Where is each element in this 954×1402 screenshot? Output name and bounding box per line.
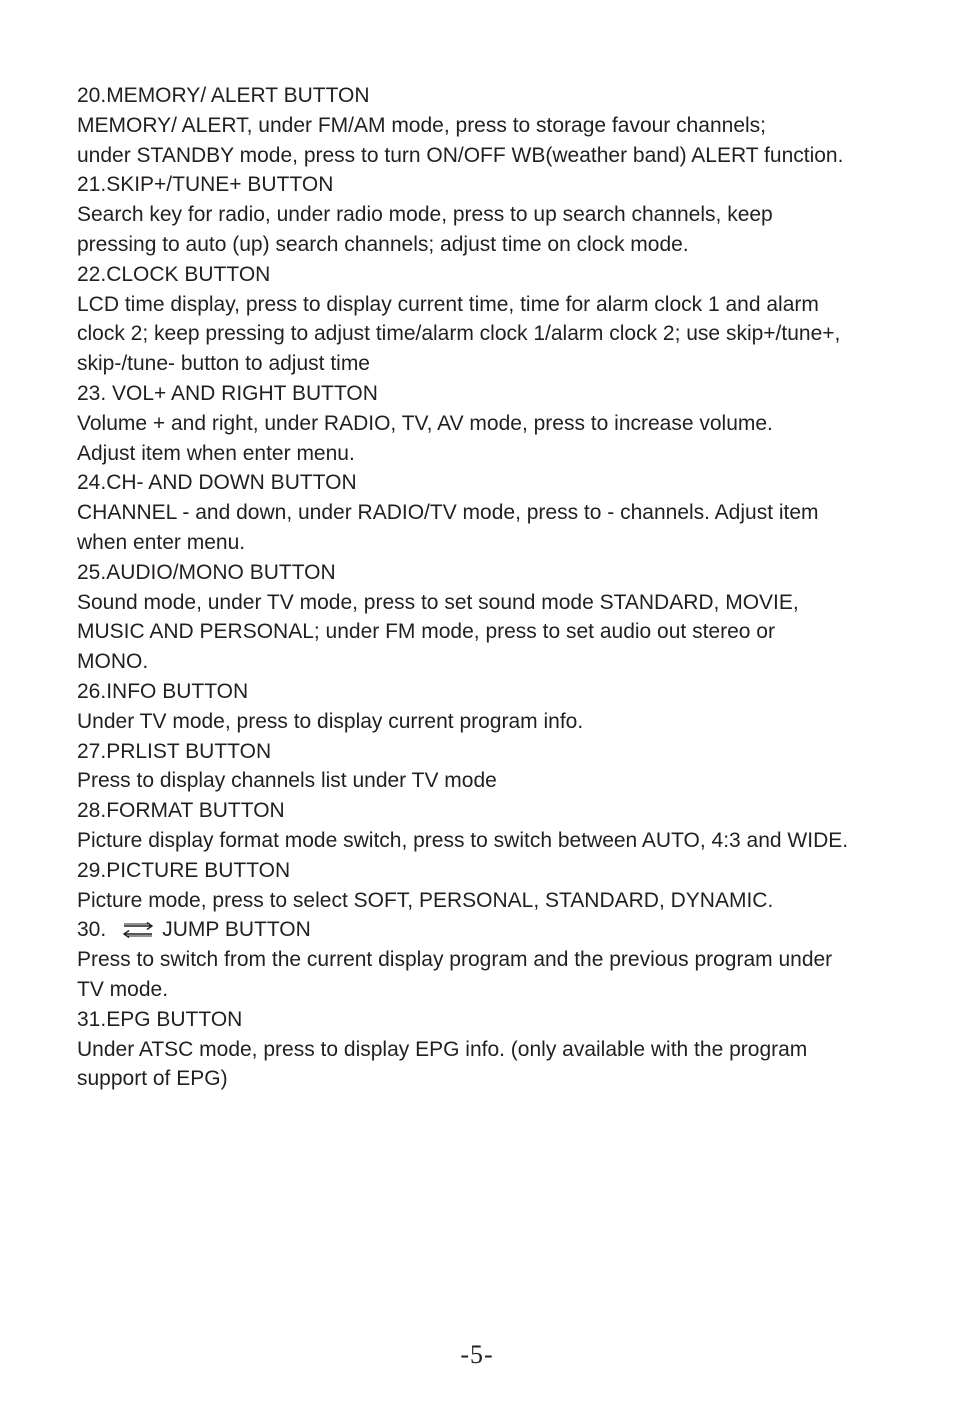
section-heading: 31.EPG BUTTON [77,1007,243,1031]
section-heading [77,915,937,945]
section [77,677,937,737]
description-line: Under TV mode, press to display current program info. [77,709,584,733]
section [77,558,937,677]
section-heading-text: JUMP BUTTON [162,918,311,942]
description-line: Sound mode, under TV mode, press to set sound mode STANDARD, MOVIE, [77,590,799,614]
description-line: support of EPG) [77,1067,228,1091]
description-line: Under ATSC mode, press to display EPG info. (only available with the program [77,1037,808,1061]
section-heading: 22.CLOCK BUTTON [77,262,271,286]
section [77,170,937,259]
section-epg-button [77,1005,937,1094]
section-heading: 28.FORMAT BUTTON [77,799,285,823]
manual-body [77,81,937,1094]
section-number: 30. [77,918,107,942]
description-line: clock 2; keep pressing to adjust time/alarm clock 1/alarm clock 2; use skip+/tune+, [77,322,841,346]
description-line: Picture display format mode switch, press to switch between AUTO, 4:3 and WIDE. [77,828,849,852]
section-heading: 24.CH- AND DOWN BUTTON [77,471,357,495]
jump-arrows-icon [120,921,156,939]
section-heading: 23. VOL+ AND RIGHT BUTTON [77,381,378,405]
section-heading: 20.MEMORY/ ALERT BUTTON [77,84,370,107]
description-line: Search key for radio, under radio mode, press to up search channels, keep [77,203,773,227]
section-heading: 27.PRLIST BUTTON [77,739,272,763]
section-heading: 26.INFO BUTTON [77,679,249,703]
description-line: Adjust item when enter menu. [77,441,355,465]
description-line: skip-/tune- button to adjust time [77,352,370,376]
description-line: pressing to auto (up) search channels; adjust time on clock mode. [77,232,689,256]
description-line: CHANNEL - and down, under RADIO/TV mode, press to - channels. Adjust item [77,501,819,525]
page-number: -5- [460,1340,494,1369]
section [77,856,937,916]
section [77,796,937,856]
section [77,379,937,468]
section-heading: 21.SKIP+/TUNE+ BUTTON [77,173,334,197]
button-descriptions [77,81,937,915]
section-jump-button [77,915,937,1004]
description-line: LCD time display, press to display current time, time for alarm clock 1 and alarm [77,292,819,316]
description-line: Press to switch from the current display program and the previous program under [77,948,833,972]
section-heading: 25.AUDIO/MONO BUTTON [77,560,336,584]
description-line: Picture mode, press to select SOFT, PERSONAL, STANDARD, DYNAMIC. [77,888,774,912]
description-line: MUSIC AND PERSONAL; under FM mode, press to set audio out stereo or [77,620,775,644]
description-line: Volume + and right, under RADIO, TV, AV mode, press to increase volume. [77,411,773,435]
description-line: TV mode. [77,977,169,1001]
description-line: Press to display channels list under TV mode [77,769,497,793]
section [77,737,937,797]
description-line: MEMORY/ ALERT, under FM/AM mode, press to storage favour channels; [77,113,767,137]
section [77,468,937,557]
description-line: when enter menu. [77,530,246,554]
description-line: under STANDBY mode, press to turn ON/OFF WB(weather band) ALERT function. [77,143,844,167]
description-line: MONO. [77,650,149,674]
section-heading: 29.PICTURE BUTTON [77,858,291,882]
section [77,81,937,170]
section [77,260,937,379]
